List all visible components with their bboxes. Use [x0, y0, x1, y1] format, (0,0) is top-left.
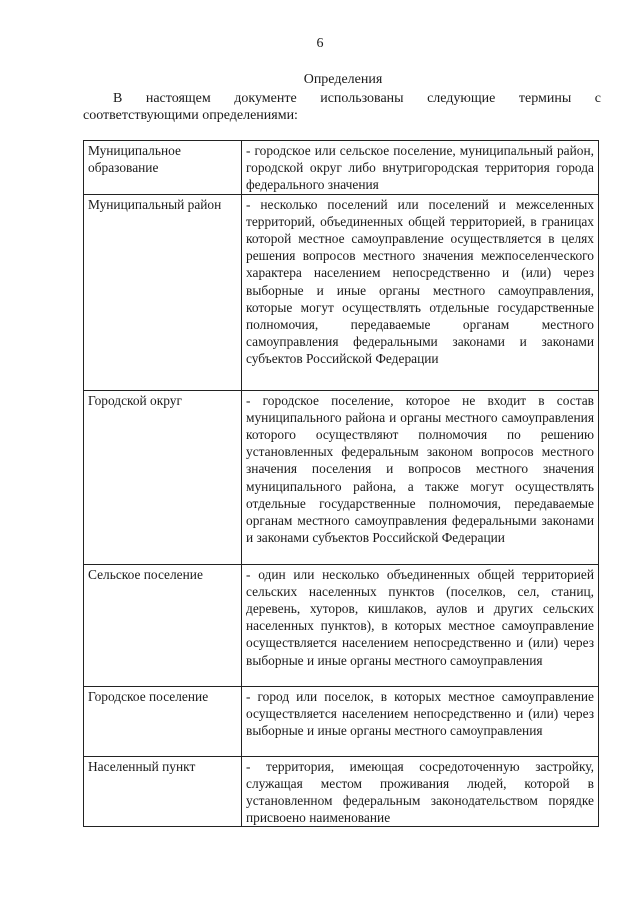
definition-row — [84, 756, 599, 827]
intro-paragraph — [83, 90, 601, 124]
definition-row — [84, 194, 599, 390]
definition-cell: - территория, имеющая сосредоточенную застройку, служащая местом проживания людей, которой в установленном федеральным законодательством порядке присвоено наименование — [242, 756, 599, 827]
definition-cell: - городское или сельское поселение, муниципальный район, городской округ либо внутригородская территория города федерального значения — [242, 141, 599, 195]
definition-cell: - несколько поселений или поселений и межселенных территорий, объединенных общей территорией, в границах которой местное самоуправление осуществляется в целях решения вопросов местного значения межпоселенческого характера населением непосредственно и (или) через выборные и иные органы местного самоуправления, которые могут осуществлять отдельные государственные полномочия, передаваемые органам местного самоуправления федеральными законами и законами субъектов Российской Федерации — [242, 194, 599, 390]
term-cell: Сельское поселение — [84, 564, 242, 686]
term-cell: Населенный пункт — [84, 756, 242, 827]
section-title: Определения — [303, 72, 383, 87]
term-cell: Городской округ — [84, 390, 242, 564]
page-number: 6 — [316, 36, 324, 51]
definition-row — [84, 141, 599, 195]
definition-cell: - один или несколько объединенных общей территорией сельских населенных пунктов (поселков, сел, станиц, деревень, хуторов, кишлаков, аулов и других сельских населенных пунктов), в которых местное самоуправление осуществляется населением непосредственно и (или) через выборные и иные органы местного самоуправления — [242, 564, 599, 686]
definition-cell: - город или поселок, в которых местное самоуправление осуществляется населением непосредственно и (или) через выборные и иные органы местного самоуправления — [242, 686, 599, 756]
intro-line-2: соответствующими определениями: — [83, 108, 298, 123]
term-cell: Муниципальное образование — [84, 141, 242, 195]
definition-cell: - городское поселение, которое не входит в состав муниципального района и органы местного самоуправления которого осуществляют полномочия по решению установленных федеральным законом вопросов местного значения поселения и вопросов местного значения муниципального района, а также могут осуществлять отдельные государственные полномочия, передаваемые органам местного самоуправления федеральными законами и законами субъектов Российской Федерации — [242, 390, 599, 564]
definition-row — [84, 390, 599, 564]
term-cell: Муниципальный район — [84, 194, 242, 390]
definitions-table — [83, 140, 599, 827]
definition-row — [84, 686, 599, 756]
intro-line-1: В настоящем документе использованы следующие термины с — [113, 91, 601, 106]
term-cell: Городское поселение — [84, 686, 242, 756]
definition-row — [84, 564, 599, 686]
